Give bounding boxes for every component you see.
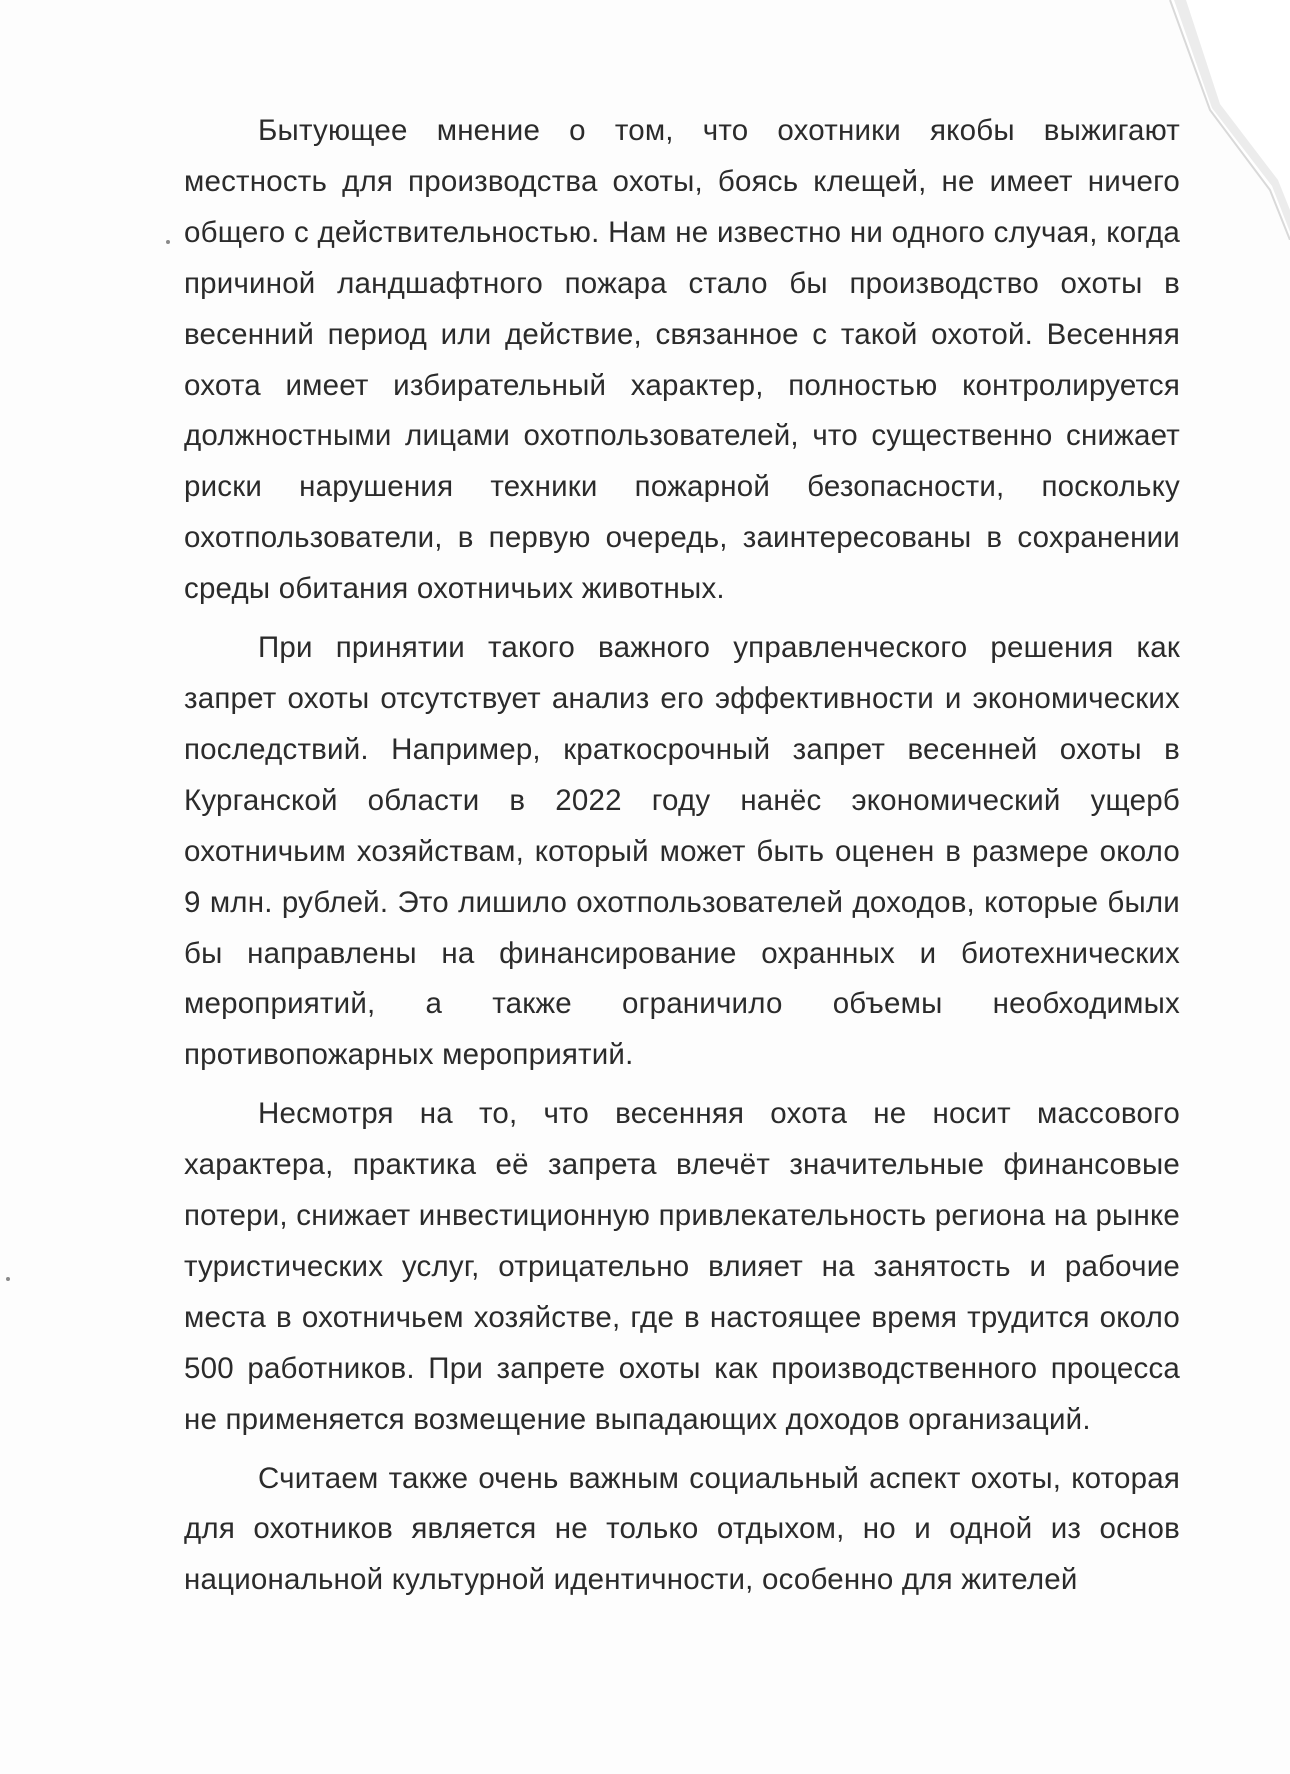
scan-speck [166,240,170,244]
document-body [184,106,1180,1606]
paragraph-social-aspect: Считаем также очень важным социальный аспект охоты, которая для охотников является не только отдыхом, но и одной из основ национальной культурной идентичности, особенно для жителей [184,1461,1180,1597]
paragraph-hunters-burning: Бытующее мнение о том, что охотники якобы выжигают местность для производства охоты, боясь клещей, не имеет ничего общего с действительностью. Нам не известно ни одного случая, когда причиной ландшафтного пожара стало бы производство охоты в весенний период или действие, связанное с такой охотой. Весенняя охота имеет избирательный характер, полностью контролируется должностными лицами охотпользователей, что существенно снижает риски нарушения техники пожарной безопасности, поскольку охотпользователи, в первую очередь, заинтересованы в сохранении среды обитания охотничьих животных. [184,114,1180,606]
paragraph-ban-economics: При принятии такого важного управленческого решения как запрет охоты отсутствует анализ его эффективности и экономических последствий. Например, краткосрочный запрет весенней охоты в Курганской области в 2022 году нанёс экономический ущерб охотничьим хозяйствам, который может быть оценен в размере около 9 млн. рублей. Это лишило охотпользователей доходов, которые были бы направлены на финансирование охранных и биотехнических мероприятий, а также ограничило объемы необходимых противопожарных мероприятий. [184,631,1180,1072]
paragraph-financial-losses: Несмотря на то, что весенняя охота не носит массового характера, практика её запрета влечёт значительные финансовые потери, снижает инвестиционную привлекательность региона на рынке туристических услуг, отрицательно влияет на занятость и рабочие места в охотничьем хозяйстве, где в настоящее время трудится около 500 работников. При запрете охоты как производственного процесса не применяется возмещение выпадающих доходов организаций. [184,1097,1180,1436]
scan-speck [6,1277,10,1281]
